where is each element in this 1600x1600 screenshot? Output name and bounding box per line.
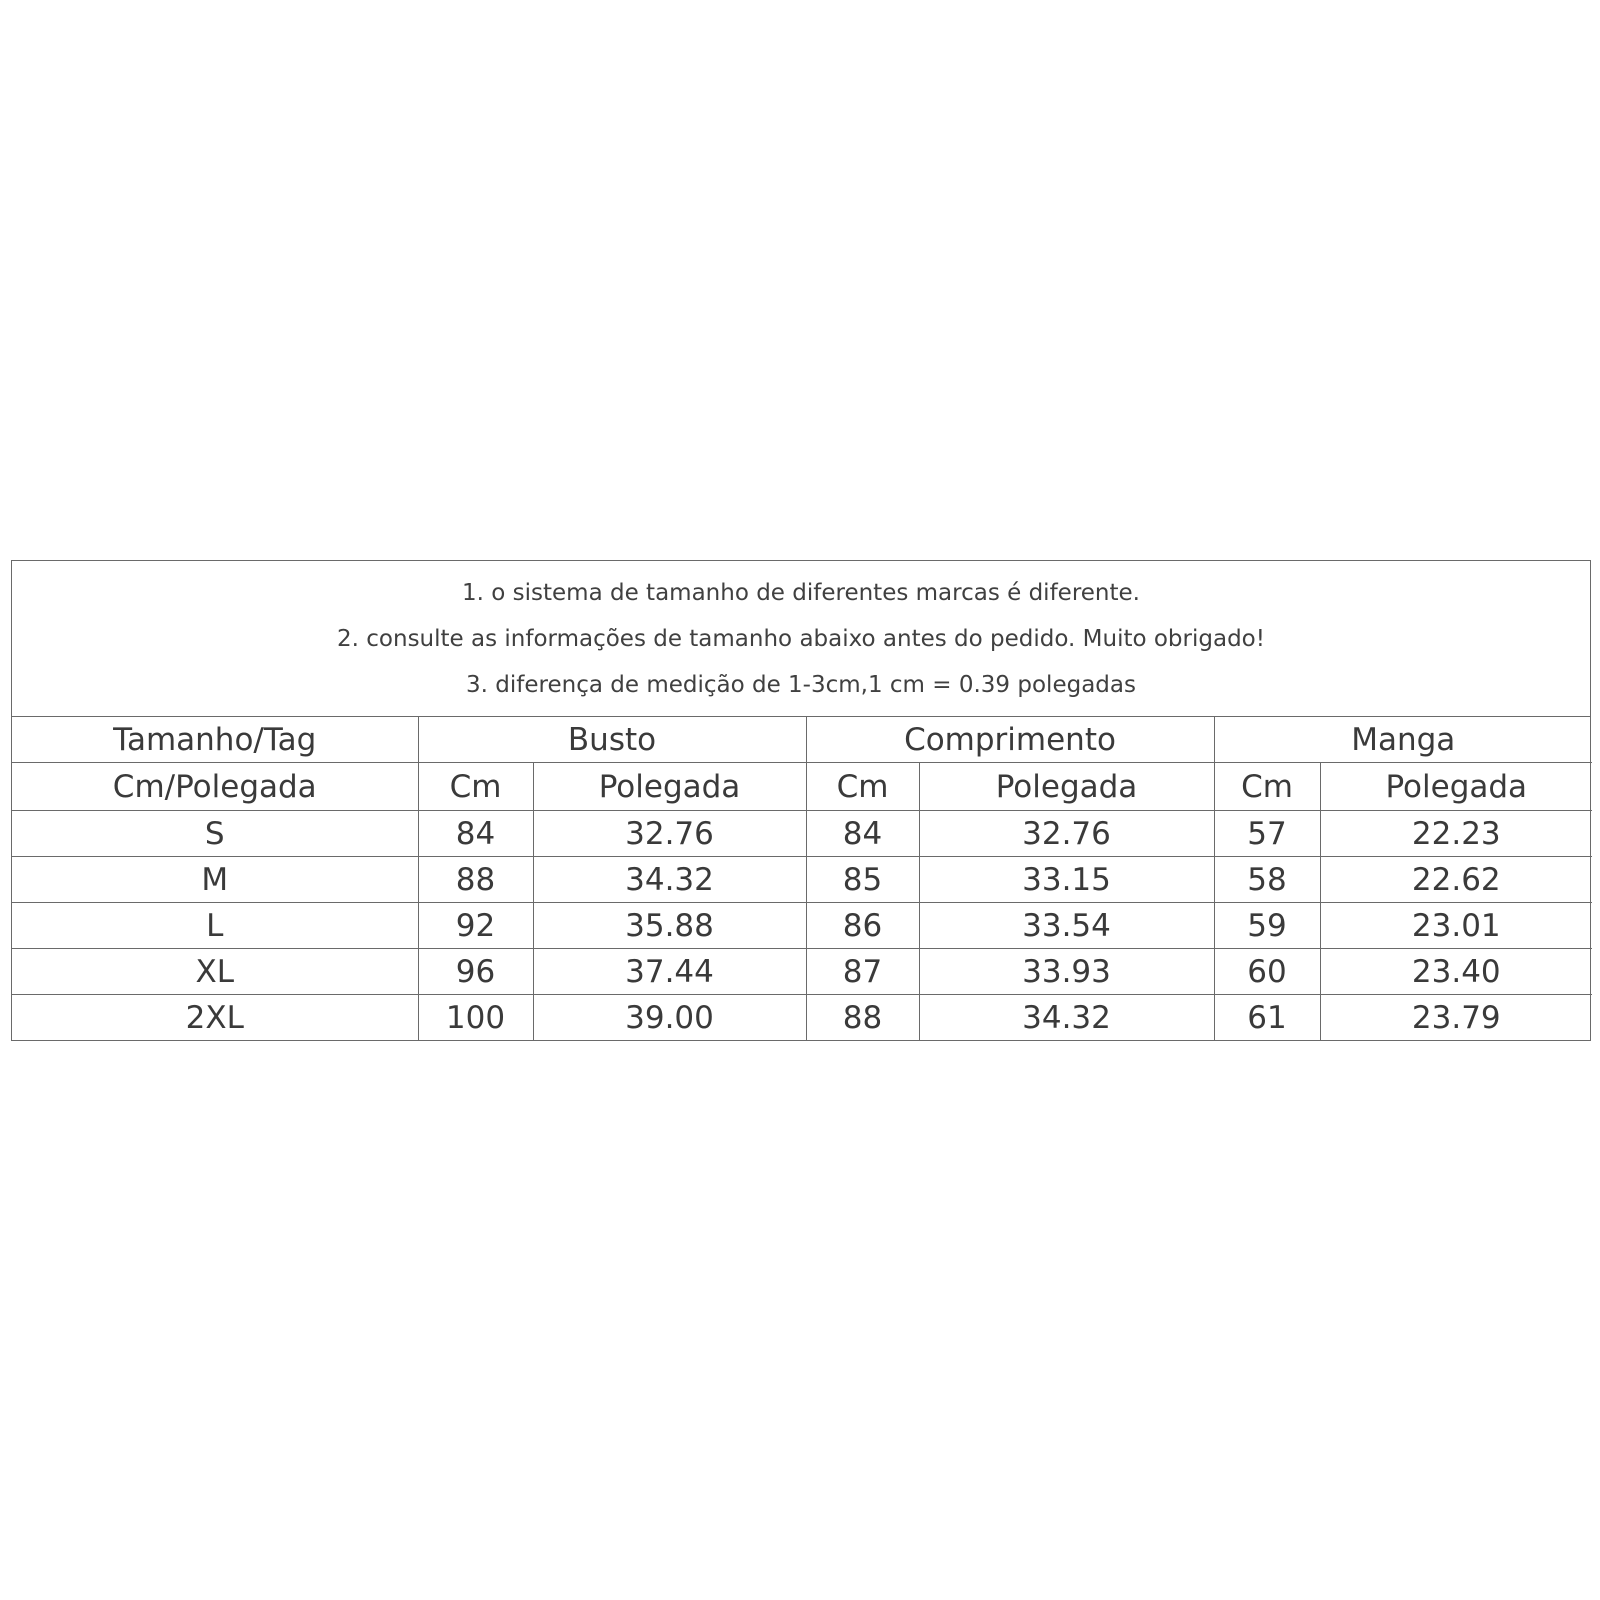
bust-in-cell: 34.32 xyxy=(533,857,806,903)
header-row xyxy=(12,717,1592,763)
length-in-cell: 32.76 xyxy=(919,811,1214,857)
table-row xyxy=(12,811,1592,857)
note-1: 1. o sistema de tamanho de diferentes marcas é diferente. xyxy=(462,579,1140,606)
size-cell: S xyxy=(12,811,418,857)
length-cm-cell: 88 xyxy=(806,995,919,1041)
length-in-cell: 33.93 xyxy=(919,949,1214,995)
size-chart xyxy=(11,560,1591,1041)
header-sleeve: Manga xyxy=(1214,717,1592,763)
note-3: 3. diferença de medição de 1-3cm,1 cm = 0.39 polegadas xyxy=(466,671,1136,698)
sleeve-cm-cell: 60 xyxy=(1214,949,1320,995)
bust-in-cell: 39.00 xyxy=(533,995,806,1041)
bust-cm-cell: 96 xyxy=(418,949,533,995)
size-notes xyxy=(12,561,1590,717)
size-cell: XL xyxy=(12,949,418,995)
bust-in-cell: 35.88 xyxy=(533,903,806,949)
length-in-cell: 33.15 xyxy=(919,857,1214,903)
length-cm-cell: 84 xyxy=(806,811,919,857)
subheader-sleeve-in: Polegada xyxy=(1320,763,1592,811)
length-cm-cell: 87 xyxy=(806,949,919,995)
table-row xyxy=(12,949,1592,995)
note-2: 2. consulte as informações de tamanho abaixo antes do pedido. Muito obrigado! xyxy=(337,625,1265,652)
sleeve-cm-cell: 61 xyxy=(1214,995,1320,1041)
bust-cm-cell: 84 xyxy=(418,811,533,857)
bust-cm-cell: 88 xyxy=(418,857,533,903)
sleeve-in-cell: 23.40 xyxy=(1320,949,1592,995)
table-row xyxy=(12,857,1592,903)
size-cell: L xyxy=(12,903,418,949)
sleeve-in-cell: 22.23 xyxy=(1320,811,1592,857)
subheader-bust-cm: Cm xyxy=(418,763,533,811)
sleeve-cm-cell: 58 xyxy=(1214,857,1320,903)
length-cm-cell: 86 xyxy=(806,903,919,949)
bust-cm-cell: 92 xyxy=(418,903,533,949)
header-bust: Busto xyxy=(418,717,806,763)
sleeve-in-cell: 22.62 xyxy=(1320,857,1592,903)
size-table xyxy=(12,717,1592,1040)
bust-in-cell: 37.44 xyxy=(533,949,806,995)
subheader-row xyxy=(12,763,1592,811)
length-in-cell: 34.32 xyxy=(919,995,1214,1041)
subheader-unit-label: Cm/Polegada xyxy=(12,763,418,811)
size-cell: 2XL xyxy=(12,995,418,1041)
table-row xyxy=(12,995,1592,1041)
sleeve-in-cell: 23.79 xyxy=(1411,999,1501,1036)
sleeve-cm-cell: 59 xyxy=(1214,903,1320,949)
bust-cm-cell: 100 xyxy=(418,995,533,1041)
subheader-bust-in: Polegada xyxy=(533,763,806,811)
length-in-cell: 33.54 xyxy=(919,903,1214,949)
subheader-length-cm: Cm xyxy=(806,763,919,811)
sleeve-in-cell: 23.01 xyxy=(1320,903,1592,949)
header-length: Comprimento xyxy=(806,717,1214,763)
length-cm-cell: 85 xyxy=(806,857,919,903)
sleeve-cm-cell: 57 xyxy=(1214,811,1320,857)
subheader-length-in: Polegada xyxy=(919,763,1214,811)
bust-in-cell: 32.76 xyxy=(533,811,806,857)
subheader-sleeve-cm: Cm xyxy=(1214,763,1320,811)
header-size-tag: Tamanho/Tag xyxy=(12,717,418,763)
size-cell: M xyxy=(12,857,418,903)
table-row xyxy=(12,903,1592,949)
